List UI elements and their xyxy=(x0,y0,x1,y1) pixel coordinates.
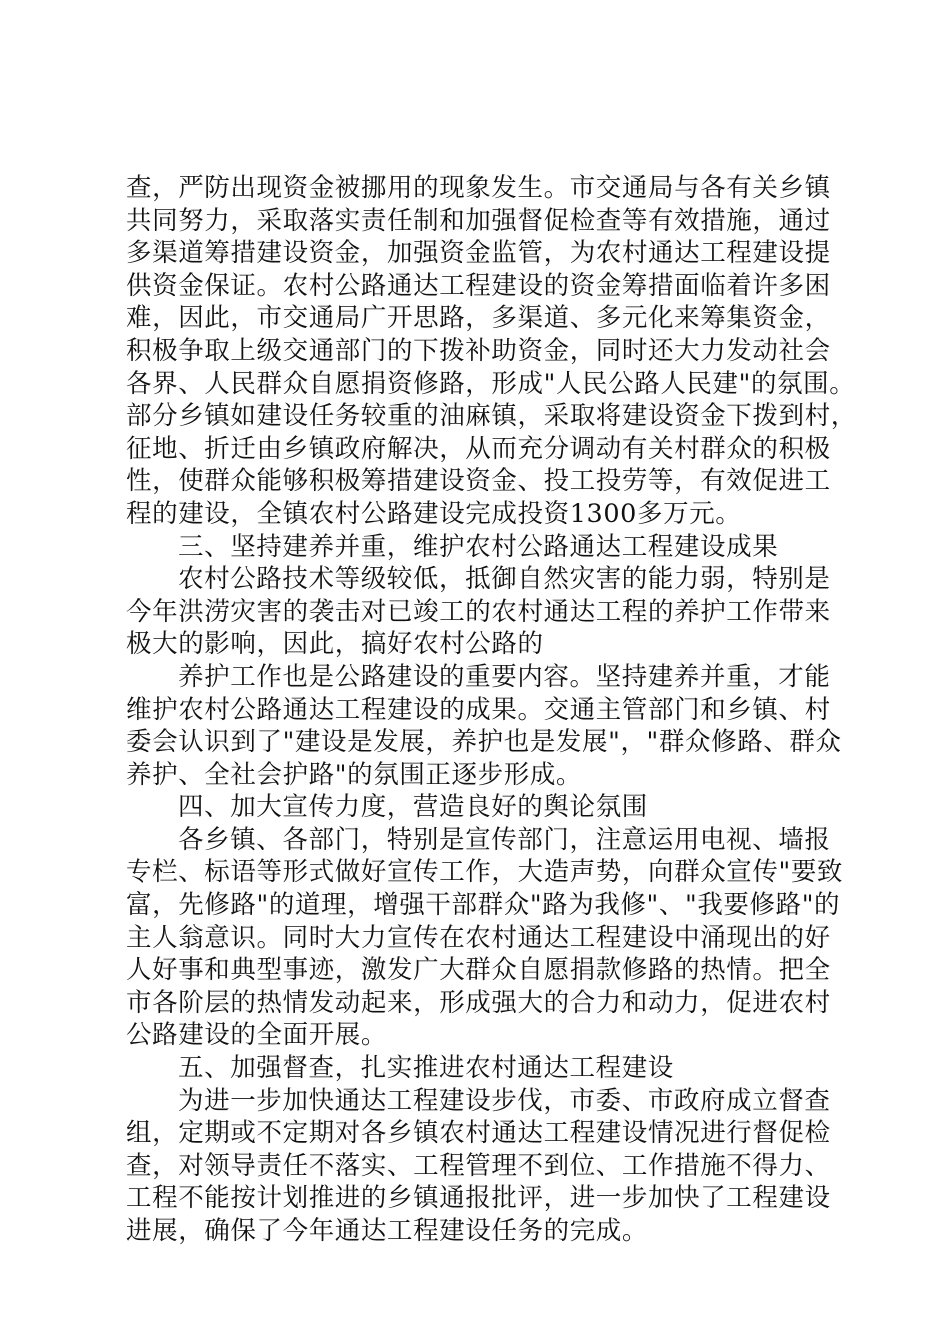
text-line: 公路建设的全面开展。 xyxy=(126,1020,388,1051)
text-line: 委会认识到了"建设是发展，养护也是发展"，"群众修路、群众 xyxy=(126,727,842,758)
text-line: 工程不能按计划推进的乡镇通报批评，进一步加快了工程建设 xyxy=(126,1183,831,1214)
text-line: 性，使群众能够积极筹措建设资金、投工投劳等，有效促进工 xyxy=(126,466,831,497)
section-heading-5: 五、加强督查，扎实推进农村通达工程建设 xyxy=(178,1053,674,1084)
text-line: 难，因此，市交通局广开思路，多渠道、多元化来筹集资金， xyxy=(126,303,831,334)
paragraph-start: 为进一步加快通达工程建设步伐，市委、市政府成立督查 xyxy=(178,1085,831,1116)
text-line: 征地、折迁由乡镇政府解决，从而充分调动有关村群众的积极 xyxy=(126,433,831,464)
text-line: 组，定期或不定期对各乡镇农村通达工程建设情况进行督促检 xyxy=(126,1118,831,1149)
text-line: 部分乡镇如建设任务较重的油麻镇，采取将建设资金下拨到村， xyxy=(126,401,857,432)
text-line: 各界、人民群众自愿捐资修路，形成"人民公路人民建"的氛围。 xyxy=(126,368,856,399)
text-line: 市各阶层的热情发动起来，形成强大的合力和动力，促进农村 xyxy=(126,987,831,1018)
text-line: 查，对领导责任不落实、工程管理不到位、工作措施不得力、 xyxy=(126,1150,831,1181)
text-line: 供资金保证。农村公路通达工程建设的资金筹措面临着许多困 xyxy=(126,270,831,301)
text-line: 人好事和典型事迹，激发广大群众自愿捐款修路的热情。把全 xyxy=(126,955,831,986)
text-line: 维护农村公路通达工程建设的成果。交通主管部门和乡镇、村 xyxy=(126,694,831,725)
section-heading-3: 三、坚持建养并重，维护农村公路通达工程建设成果 xyxy=(178,531,779,562)
text-line: 积极争取上级交通部门的下拨补助资金，同时还大力发动社会 xyxy=(126,335,831,366)
document-body xyxy=(126,172,857,1248)
text-line: 进展，确保了今年通达工程建设任务的完成。 xyxy=(126,1216,649,1246)
paragraph-start: 养护工作也是公路建设的重要内容。坚持建养并重，才能 xyxy=(178,661,831,692)
section-heading-4: 四、加大宣传力度，营造良好的舆论氛围 xyxy=(178,792,648,823)
paragraph-start: 各乡镇、各部门，特别是宣传部门，注意运用电视、墙报 xyxy=(178,824,831,855)
text-line: 养护、全社会护路"的氛围正逐步形成。 xyxy=(126,759,583,790)
text-line: 查，严防出现资金被挪用的现象发生。市交通局与各有关乡镇 xyxy=(126,173,831,203)
text-line: 程的建设，全镇农村公路建设完成投资1300多万元。 xyxy=(126,498,742,529)
text-line: 今年洪涝灾害的袭击对已竣工的农村通达工程的养护工作带来 xyxy=(126,596,831,627)
text-line: 主人翁意识。同时大力宣传在农村通达工程建设中涌现出的好 xyxy=(126,922,831,953)
text-line: 多渠道筹措建设资金，加强资金监管，为农村通达工程建设提 xyxy=(126,238,831,269)
text-line: 共同努力，采取落实责任制和加强督促检查等有效措施，通过 xyxy=(126,205,831,236)
text-line: 富，先修路"的道理，增强干部群众"路为我修"、"我要修路"的 xyxy=(126,890,841,921)
text-line: 极大的影响，因此，搞好农村公路的 xyxy=(126,629,544,660)
text-line: 专栏、标语等形式做好宣传工作，大造声势，向群众宣传"要致 xyxy=(126,857,844,888)
paragraph-start: 农村公路技术等级较低，抵御自然灾害的能力弱，特别是 xyxy=(178,564,831,595)
